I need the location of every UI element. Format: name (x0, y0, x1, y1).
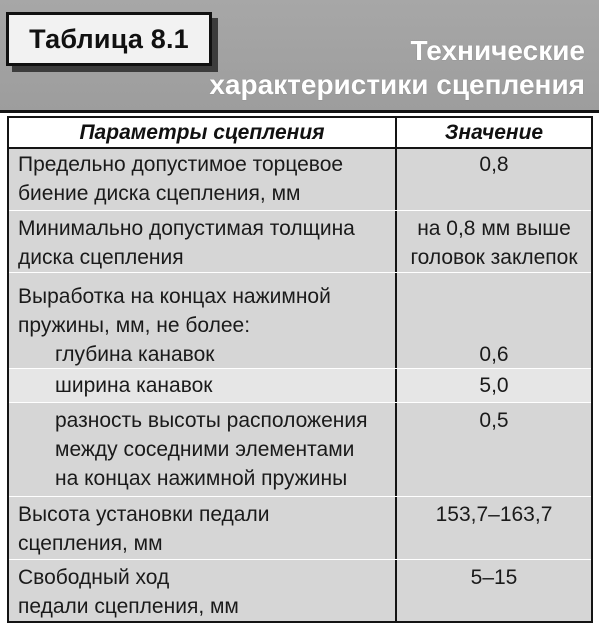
param-cell (9, 560, 397, 623)
param-cell (9, 211, 397, 273)
param-line: педали сцепления, мм (18, 595, 239, 618)
param-line: Предельно допустимое торцевое (18, 153, 344, 176)
param-cell (9, 403, 397, 497)
param-line: пружины, мм, не более: (18, 314, 251, 337)
param-line: диска сцепления (18, 246, 184, 269)
value-cell (397, 273, 591, 369)
value-cell (397, 403, 591, 497)
param-line: между соседними элементами (55, 438, 355, 461)
value-line: 5–15 (470, 566, 518, 589)
spec-table (7, 116, 593, 623)
param-line: глубина канавок (55, 343, 215, 366)
table-number-badge (6, 12, 212, 66)
value-line: 5,0 (479, 374, 509, 397)
param-cell (9, 273, 397, 369)
param-cell (9, 497, 397, 560)
param-line: Минимально допустимая толщина (18, 217, 355, 240)
value-line: головок заклепок (410, 246, 578, 269)
param-line: Высота установки педали (18, 503, 270, 526)
param-cell (9, 149, 397, 210)
param-line: биение диска сцепления, мм (18, 182, 301, 205)
param-line: разность высоты расположения (55, 409, 368, 432)
value-line: 0,6 (479, 343, 509, 366)
param-line: Выработка на концах нажимной (18, 285, 331, 308)
param-line: Свободный ход (18, 566, 170, 589)
value-line: 0,5 (479, 409, 509, 432)
param-line: сцепления, мм (18, 532, 163, 555)
table-title-line-2: характеристики сцепления (209, 69, 585, 100)
value-cell (397, 149, 591, 210)
value-cell (397, 497, 591, 560)
value-cell (397, 369, 591, 403)
table-row (9, 149, 591, 210)
table-row (9, 496, 591, 560)
value-cell (397, 560, 591, 623)
value-line: на 0,8 мм выше (417, 217, 571, 240)
value-cell (397, 211, 591, 273)
value-line: 0,8 (479, 153, 509, 176)
column-header-param: Параметры сцепления (9, 118, 397, 147)
table-row (9, 559, 591, 623)
param-cell (9, 369, 397, 403)
table-title (195, 34, 585, 102)
table-column-headers (9, 118, 591, 149)
value-line: 153,7–163,7 (435, 503, 553, 526)
param-line: на концах нажимной пружины (55, 467, 348, 490)
column-header-value: Значение (444, 121, 544, 144)
table-row (9, 210, 591, 273)
table-row (9, 368, 591, 403)
table-number: Таблица 8.1 (29, 23, 189, 54)
table-row (9, 272, 591, 369)
table-row (9, 402, 591, 497)
param-line: ширина канавок (55, 374, 213, 397)
table-title-line-1: Технические (410, 35, 585, 66)
table-header-band (0, 0, 599, 113)
